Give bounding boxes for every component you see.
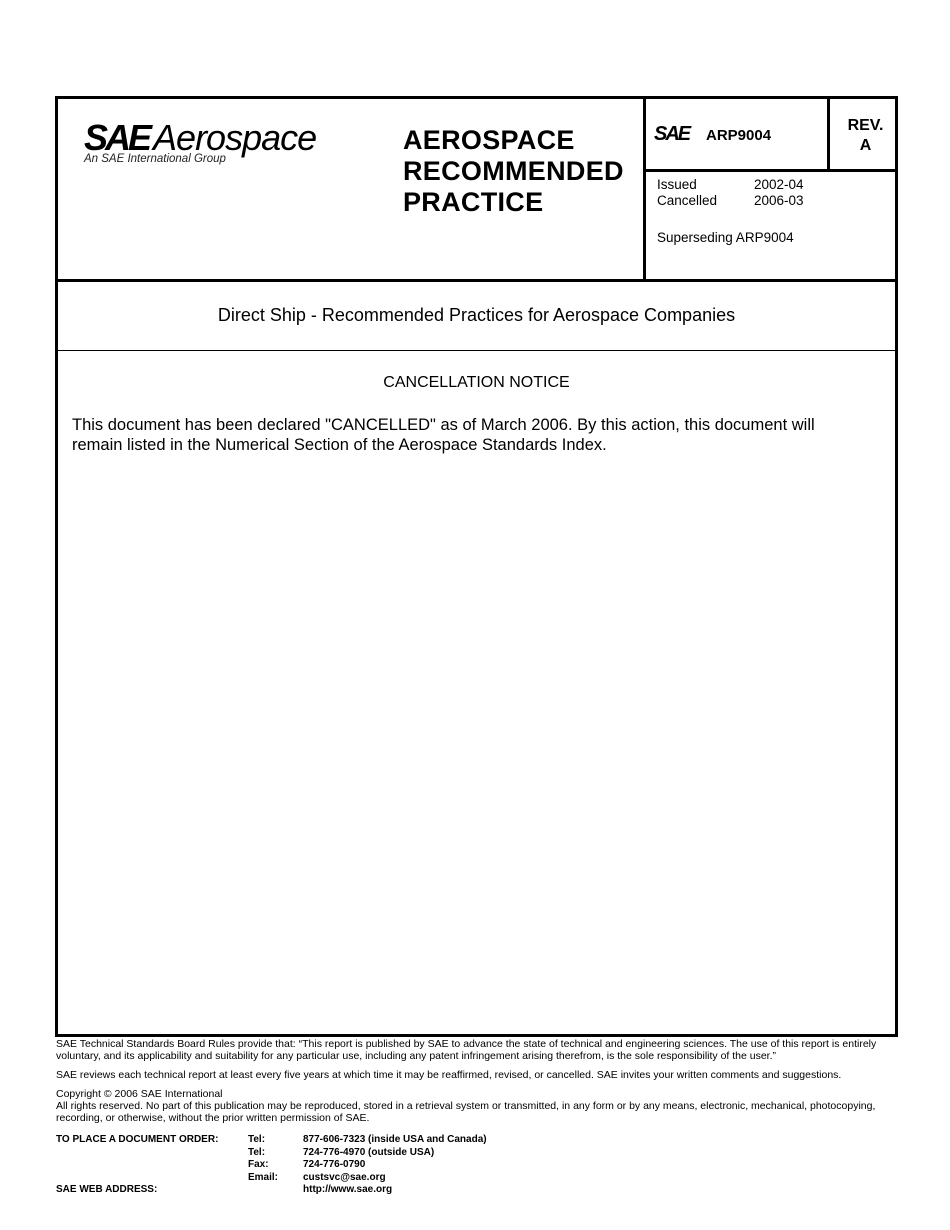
review-note: SAE reviews each technical report at least every five years at which time it may be reaffirmed, revised, or cancelled. SAE invites your written comments and suggestions. bbox=[56, 1069, 842, 1081]
logo-cell bbox=[58, 99, 388, 279]
header-band bbox=[58, 99, 895, 282]
title-line: PRACTICE bbox=[403, 187, 544, 217]
doc-number-row bbox=[646, 99, 898, 172]
web-label: SAE WEB ADDRESS: bbox=[56, 1184, 158, 1195]
contact-key: Email: bbox=[248, 1171, 279, 1183]
title-line: RECOMMENDED bbox=[403, 156, 624, 186]
contact-value: 724-776-0790 bbox=[303, 1159, 366, 1170]
logo-brand: SAE bbox=[84, 117, 150, 158]
contact-key: Fax: bbox=[248, 1159, 269, 1170]
rev-label: REV. bbox=[847, 117, 884, 134]
notice-heading: CANCELLATION NOTICE bbox=[383, 374, 570, 391]
doc-type-title bbox=[403, 125, 643, 218]
order-label: TO PLACE A DOCUMENT ORDER: bbox=[56, 1134, 219, 1145]
web-link[interactable]: http://www.sae.org bbox=[303, 1184, 393, 1195]
logo-product: Aerospace bbox=[153, 117, 317, 158]
footer-notes bbox=[56, 1038, 901, 1124]
doc-number: ARP9004 bbox=[706, 127, 772, 144]
tsb-rules: SAE Technical Standards Board Rules provide that: “This report is published by SAE to advance the state of technical and engineering sciences. The use of this report is entirely voluntary, and its applicability and suitability for any particular use, including any patent infringement arising therefrom, is the sole responsibility of the user.” bbox=[56, 1038, 877, 1062]
sae-mini-logo: SAE bbox=[654, 123, 690, 145]
date-value: 2002-04 bbox=[754, 177, 804, 192]
date-value: 2006-03 bbox=[754, 193, 804, 208]
contact-key: Tel: bbox=[248, 1146, 266, 1158]
date-row-issued bbox=[657, 177, 804, 193]
document-title: Direct Ship - Recommended Practices for Aerospace Companies bbox=[217, 305, 736, 325]
title-line: AEROSPACE bbox=[403, 125, 575, 155]
copyright: Copyright © 2006 SAE International bbox=[56, 1088, 223, 1100]
date-list bbox=[657, 177, 804, 209]
notice-line: remain listed in the Numerical Section of the Aerospace Standards Index. bbox=[72, 436, 607, 454]
superseding-note: Superseding ARP9004 bbox=[657, 230, 794, 245]
rev-value: A bbox=[859, 137, 872, 154]
contact-key: Tel: bbox=[248, 1134, 266, 1145]
rights-note: All rights reserved. No part of this publication may be reproduced, stored in a retrieval system or transmitted, in any form or by any means, electronic, mechanical, photocopying, recording, or otherwise, without the prior written permission of SAE. bbox=[56, 1100, 876, 1124]
revision-cell bbox=[827, 99, 901, 169]
document-frame bbox=[55, 96, 898, 1037]
email-link[interactable]: custsvc@sae.org bbox=[303, 1171, 386, 1183]
doc-info-cell bbox=[643, 99, 898, 279]
contact-value[interactable]: 877-606-7323 (inside USA and Canada) bbox=[303, 1134, 487, 1145]
date-row-cancelled bbox=[657, 193, 804, 209]
date-label: Cancelled bbox=[657, 193, 718, 208]
contact-value[interactable]: 724-776-4970 (outside USA) bbox=[303, 1146, 435, 1158]
date-label: Issued bbox=[657, 177, 697, 192]
notice-line: This document has been declared "CANCELLED" as of March 2006. By this action, this document will bbox=[72, 416, 815, 434]
notice-body bbox=[72, 415, 872, 455]
logo-tagline: An SAE International Group bbox=[84, 153, 226, 165]
doc-title-band bbox=[58, 282, 895, 351]
